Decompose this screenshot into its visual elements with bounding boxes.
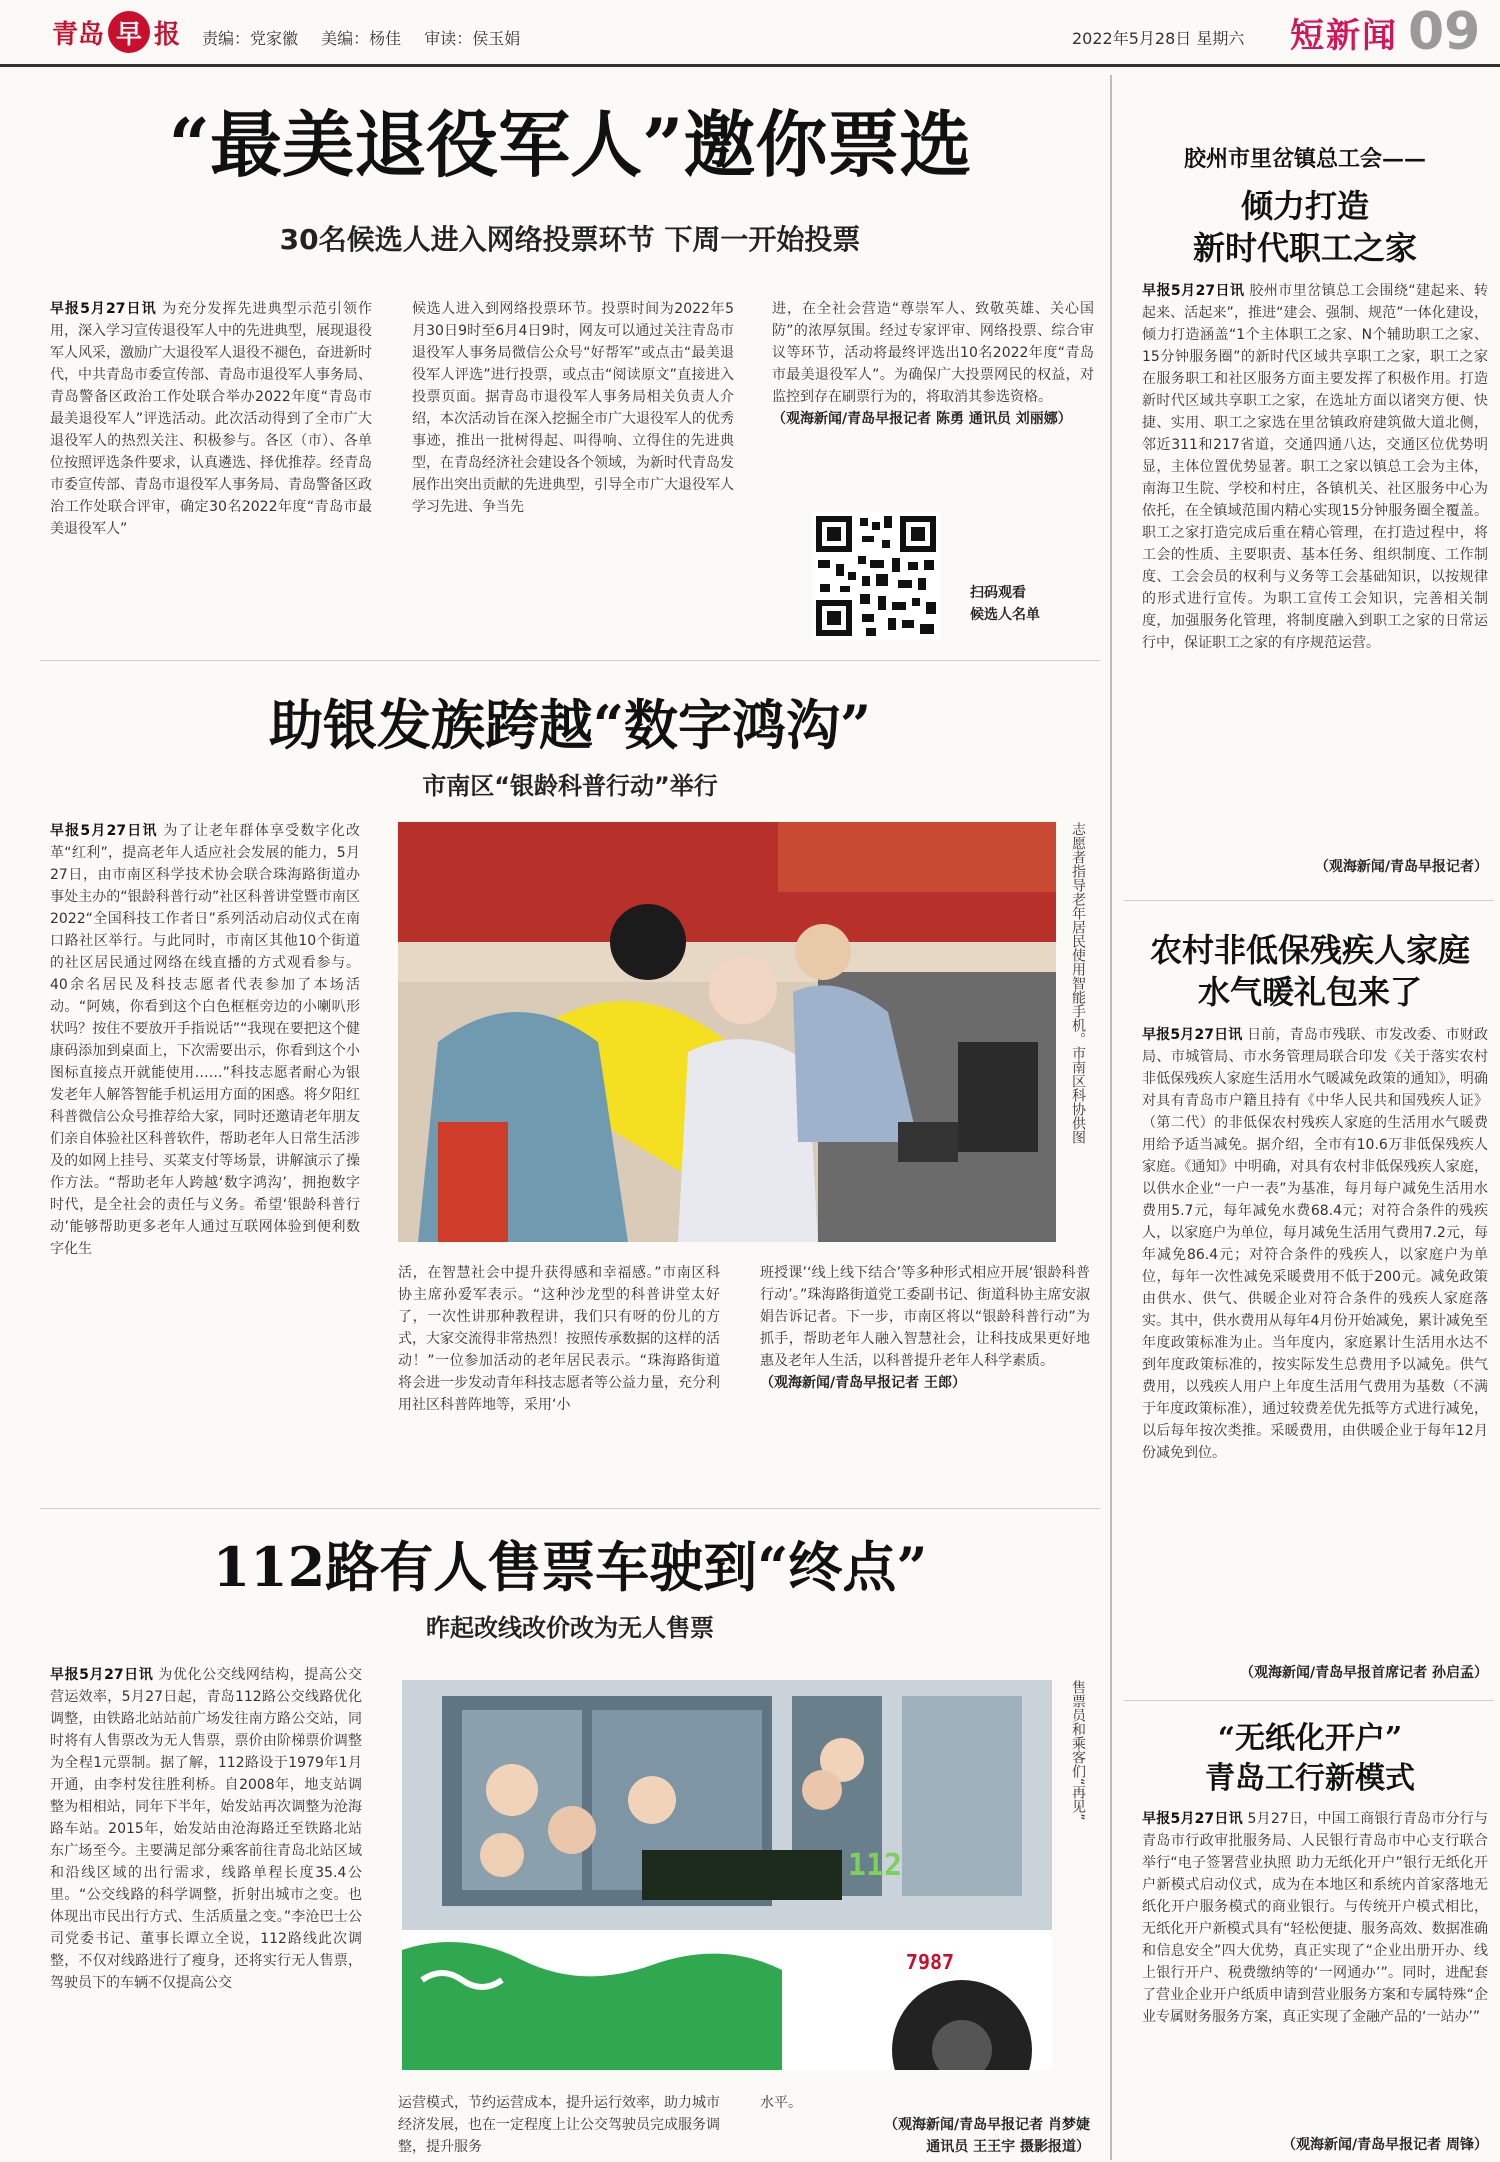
story3-column-1: 早报5月27日讯 为优化公交线网结构，提高公交营运效率，5月27日起，青岛112路公交线路优化调整，由铁路北站站前广场发往南方路公交站，同时将有人售票改为无人售票，票价由阶梯票价调整为全程1元票制。据了解，112路设于1979年1月开通，由李村发往胜利桥。自2008年，地支站调整为相相站，同年下半年，始发站再次调整为沧海路车站。2015年，始发站由沧海路迁至铁路北站东广场至今。主要满足部分乘客前往青岛北站区域和沿线区域的出行需求，线路单程长度35.4公里。“公交线路的科学调整，折射出城市之变。也体现出市民出行方式、生活质量之变。”李沧巴士公司党委书记、董事长谭立全说，112路线此次调整，不仅对线路进行了瘦身，还将实行无人售票，驾驶员下的车辆不仅提高公交 xyxy=(50,1667,362,1991)
story3-photo-caption: 售票员和乘客们“再见” xyxy=(1070,1680,1086,1821)
story2-column-2: 活，在智慧社会中提升获得感和幸福感。”市南区科协主席孙爱军表示。“这种沙龙型的科普讲堂太好了，一次性讲那种教程讲，我们只有呀的份儿的方式，大家交流得非常热烈！按照传承数据的这样的活动！”一位参加活动的老年居民表示。“珠海路街道将会进一步发动青年科技志愿者等公益力量，充分利用社区科普阵地等，采用‘小 xyxy=(398,1265,720,1413)
issue-date: 2022年5月28日 星期六 xyxy=(1072,29,1245,48)
story2-photo xyxy=(398,822,1056,1242)
newspaper-logo: 青岛 早 报 xyxy=(52,10,180,54)
qr-caption: 扫码观看 候选人名单 xyxy=(970,585,1040,623)
designer-credit: 美编：杨佳 xyxy=(321,29,402,48)
side1-body: 早报5月27日讯 胶州市里岔镇总工会围绕“建起来、转起来、活起来”，推进“建会、强制、规范”一体化建设，倾力打造涵盖“1个主体职工之家、N个辅助职工之家、15分钟服务圈”的新时代区域共享职工之家，职工之家在服务职工和社区服务方面主要发挥了积极作用。打造新时代区域共享职工之家，在选址方面以诸突方便、快捷、实用、职工之家选在里岔镇政府建筑做大道北侧，邻近311和217省道，交通四通八达，交通区位优势明显，主体位置优势显著。职工之家以镇总工会为主体，南海卫生院、学校和村庄，各镇机关、社区服务中心为依托，在全镇域范围内精心实现15分钟服务圈全覆盖。职工之家打造完成后重在精心管理，在打造过程中，将工会的性质、主要职责、基本任务、组织制度、工作制度、工会会员的权利与义务等工会基础知识，以按规律的形式进行宣传。为职工宣传工会知识，完善相关制度，加强服务化管理，将制度融入到职工之家的日常运行中，保证职工之家的有序规范运营。 xyxy=(1142,283,1488,651)
divider-1 xyxy=(40,660,1100,661)
story3-subhead: 昨起改线改价改为无人售票 xyxy=(426,1614,714,1642)
staff-credits xyxy=(202,26,538,49)
side3-body: 早报5月27日讯 5月27日，中国工商银行青岛市分行与青岛市行政审批服务局、人民银行青岛市中心支行联合举行“电子签署营业执照 助力无纸化开户”银行无纸化开户新模式启动仪式，成为在本地区和系统内首家落地无纸化开户服务模式的商业银行。与传统开户模式相比，无纸化开户新模式具有“轻松便捷、服务高效、数据准确和信息安全”四大优势，真正实现了“企业出册开办、线上银行开户、税费缴纳等的‘一网通办’”。同时，进配套了营业企业开户纸质申请到营业服务方案和专属特殊“企业专属财务服务方案，真正实现了金融产品的‘一站办’” xyxy=(1142,1811,1488,2025)
divider-2 xyxy=(40,1508,1100,1509)
side1-kicker: 胶州市里岔镇总工会—— xyxy=(1183,146,1426,172)
side2-byline: （观海新闻/青岛早报首席记者 孙启孟） xyxy=(1240,1665,1488,1681)
story1-column-3: 进，在全社会营造“尊崇军人、致敬英雄、关心国防”的浓厚氛围。经过专家评审、网络投票、综合审议等环节，活动将最终评选出10名2022年度“青岛市最美退役军人”。为确保广大投票网民的权益，对监控到存在刷票行为的，将取消其参选资格。 （观海新闻/青岛早报记者 陈勇 通讯员 刘丽娜） xyxy=(772,301,1094,427)
side2-headline-1: 农村非低保残疾人家庭 xyxy=(1149,931,1470,969)
story3-headline: 112路有人售票车驶到“终点” xyxy=(212,1535,928,1599)
story1-headline: “最美退役军人”邀你票选 xyxy=(168,102,972,187)
page-number: 09 xyxy=(1408,2,1481,62)
story3-column-2: 运营模式，节约运营成本，提升运行效率，助力城市经济发展，也在一定程度上让公交驾驶员完成服务调整，提升服务 xyxy=(398,2095,720,2155)
masthead xyxy=(0,0,1500,67)
story1-column-2: 候选人进入到网络投票环节。投票时间为2022年5月30日9时至6月4日9时，网友可以通过关注青岛市退役军人事务局微信公众号“好帮军”或点击“最美退役军人评选”进行投票，或点击“阅读原文”直接进入投票页面。据青岛市退役军人事务局相关负责人介绍，本次活动旨在深入挖掘全市广大退役军人的优秀事迹，推出一批树得起、叫得响、立得住的先进典型，在青岛经济社会建设各个领域，为新时代青岛发展作出突出贡献的先进典型，引导全市广大退役军人学习先进、争当先 xyxy=(412,301,734,515)
section-title: 短新闻 xyxy=(1290,16,1398,56)
side1-headline-1: 倾力打造 xyxy=(1240,187,1369,225)
reviewer-credit: 审读：侯玉娟 xyxy=(424,29,521,48)
bus-route-display: 112 xyxy=(847,1848,903,1883)
story1-subhead: 30名候选人进入网络投票环节 下周一开始投票 xyxy=(279,223,861,256)
story3-column-3: 水平。 （观海新闻/青岛早报记者 肖梦婕 通讯员 王王宇 摄影报道） xyxy=(760,2095,1090,2155)
side3-byline: （观海新闻/青岛早报记者 周锋） xyxy=(1282,2137,1488,2153)
side-divider-1 xyxy=(1124,900,1494,901)
story2-photo-caption: 志愿者指导老年居民使用智能手机。市南区科协供图 xyxy=(1070,822,1086,1144)
side1-byline: （观海新闻/青岛早报记者） xyxy=(1314,859,1488,875)
side3-headline-1: “无纸化开户” xyxy=(1217,1721,1403,1756)
bus-plate-number: 7987 xyxy=(905,1950,955,1974)
side-divider-2 xyxy=(1124,1700,1494,1701)
story3-bus-photo xyxy=(402,1680,1052,2070)
editor-credit: 责编：党家徽 xyxy=(202,29,299,48)
side1-headline-2: 新时代职工之家 xyxy=(1192,229,1417,267)
qr-code[interactable] xyxy=(812,512,940,640)
side3-headline-2: 青岛工行新模式 xyxy=(1205,1761,1415,1796)
story2-column-1: 早报5月27日讯 为了让老年群体享受数字化改革“红利”，提高老年人适应社会发展的能力，5月27日，由市南区科学技术协会联合珠海路街道办事处主办的“银龄科普行动”社区科普讲堂暨市南区2022“全国科技工作者日”系列活动启动仪式在南口路社区举行。与此同时，市南区其他10个街道的社区居民通过网络在线直播的方式观看参与。40余名居民及科技志愿者代表参加了本场活动。“阿姨，你看到这个白色框框旁边的小喇叭形状吗？按住不要放开手指说话”“我现在要把这个健康码添加到桌面上，下次需要出示，你看到这个小图标直接点开就能使用……”科技志愿者耐心为银发老年人解答智能手机运用方面的困惑。将夕阳红科普微信公众号推荐给大家，同时还邀请老年朋友们亲自体验社区科普软件，帮助老年人日常生活涉及的如网上挂号、买菜支付等场景，讲解演示了操作方法。“帮助老年人跨越‘数字鸿沟’，拥抱数字时代，是全社会的责任与义务。希望‘银龄科普行动’能够帮助更多老年人通过互联网体验到便利数字化生 xyxy=(50,823,360,1257)
story2-column-3: 班授课’‘线上线下结合’等多种形式相应开展‘银龄科普行动’。”珠海路街道党工委副书记、街道科协主席安淑娟告诉记者。下一步，市南区将以“银龄科普行动”为抓手，帮助老年人融入智慧社会，让科技成果更好地惠及老年人生活，以科普提升老年人科学素质。 （观海新闻/青岛早报记者 王郎） xyxy=(760,1265,1090,1391)
story2-headline: 助银发族跨越“数字鸿沟” xyxy=(268,693,872,757)
side2-headline-2: 水气暖礼包来了 xyxy=(1197,973,1422,1011)
story1-column-1: 早报5月27日讯 为充分发挥先进典型示范引领作用，深入学习宣传退役军人中的先进典型，展现退役军人风采，激励广大退役军人退役不褪色，奋进新时代，中共青岛市委宣传部、青岛市退役军人事务局、青岛警备区政治工作处联合举办2022年度“青岛市最美退役军人”评选活动。此次活动得到了全市广大退役军人的热烈关注、积极参与。各区（市）、各单位按照评选条件要求，认真遴选、择优推荐。经青岛市委宣传部、青岛市退役军人事务局、青岛警备区政治工作处联合评审，确定30名2022年度“青岛市最美退役军人” xyxy=(50,301,372,537)
column-divider xyxy=(1110,75,1112,2160)
side2-body: 早报5月27日讯 日前，青岛市残联、市发改委、市财政局、市城管局、市水务管理局联合印发《关于落实农村非低保残疾人家庭生活用水气暖减免政策的通知》，明确对具有青岛市户籍且持有《中华人民共和国残疾人证》（第二代）的非低保农村残疾人家庭的生活用水气暖费用给予适当减免。据介绍，全市有10.6万非低保残疾人家庭。《通知》中明确，对具有农村非低保残疾人家庭，以供水企业“一户一表”为基准，每月每户减免生活用水费用5.7元，每年减免水费68.4元；对符合条件的残疾人，以家庭户为单位，每月减免生活用气费用7.2元，每年减免86.4元；对符合条件的残疾人，以家庭户为单位，每年一次性减免采暖费用不低于200元。减免政策由供水、供气、供暖企业对符合条件的残疾人家庭落实。其中，供水费用从每年4月份开始减免，累计减免至年度政策标准为止。当年度内，家庭累计生活用水达不到年度政策标准的，按实际发生总费用予以减免。供气费用，以残疾人用户上年度生活用气费用为基数（不满于年度政策标准），通过较费差优先抵等方式进行减免，以后每年按次类推。采暖费用，由供暖企业于每年12月份减免到位。 xyxy=(1142,1027,1488,1461)
story2-subhead: 市南区“银龄科普行动”举行 xyxy=(422,772,718,800)
